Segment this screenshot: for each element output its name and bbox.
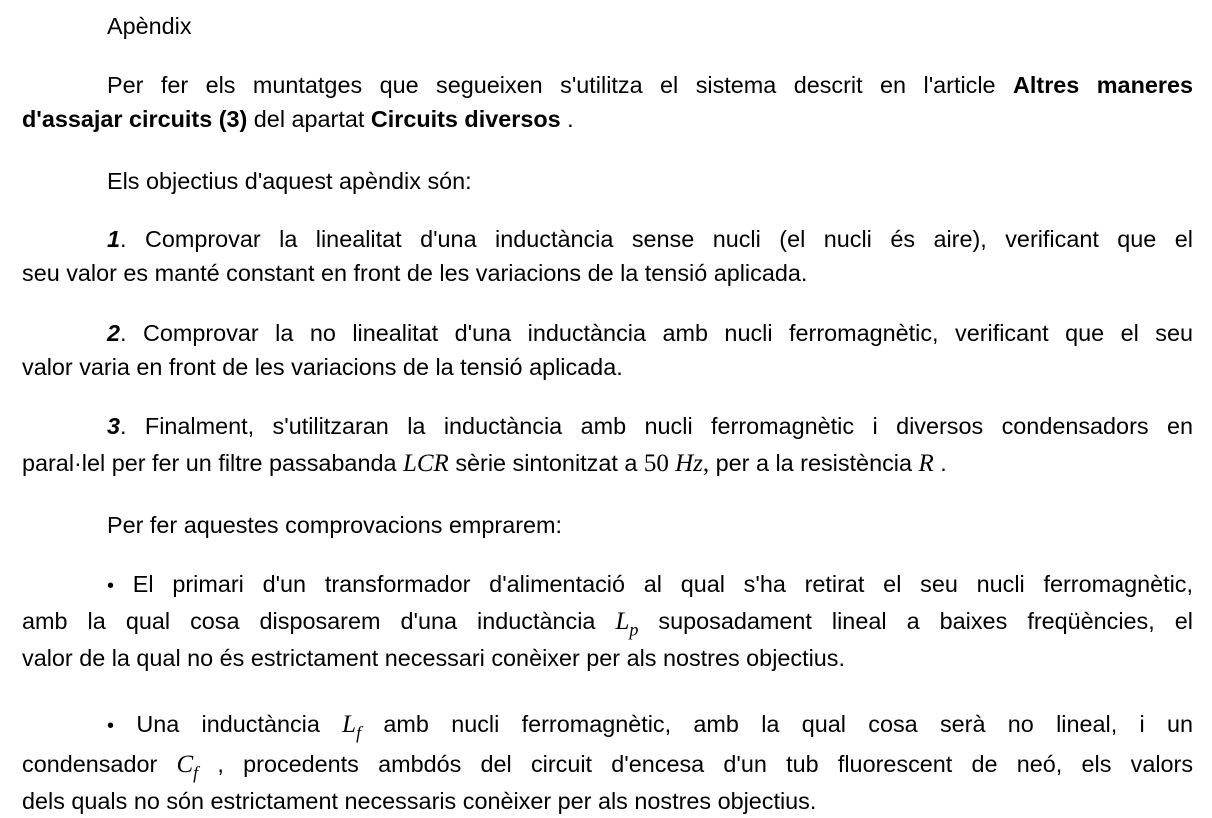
objective-3-line-2: paral·lel per fer un filtre passabanda LCR sèrie sintonitzat a 50 Hz, per a la resistència R .: [22, 450, 947, 477]
objective-2-line-1: 2. Comprovar la no linealitat d'una inductància amb nucli ferromagnètic, verificant que el seu: [107, 320, 1193, 346]
objective-2-line-2: valor varia en front de les variacions de la tensió aplicada.: [22, 354, 623, 380]
bullet-icon: •: [107, 575, 115, 597]
bullet-1-line-3: valor de la qual no és estrictament necessari conèixer per als nostres objectius.: [22, 645, 845, 671]
section-name: Circuits diversos: [370, 106, 561, 132]
bullet-item-2: [22, 704, 1193, 818]
math-lp: $L_p$: [615, 608, 639, 640]
bullet-2-line-2: condensador $C_f$ , procedents ambdós del circuit d'encesa d'un tub fluorescent de neó, els valors: [22, 751, 1194, 783]
bullet-2-line-1: • Una inductància $L_f$ amb nucli ferromagnètic, amb la qual cosa serà no lineal, i un: [107, 711, 1194, 743]
objective-1-line-2: seu valor es manté constant en front de les variacions de la tensió aplicada.: [22, 260, 808, 286]
bullet-1-line-1: • El primari d'un transformador d'alimentació al qual s'ha retirat el seu nucli ferromagnètic,: [107, 571, 1193, 597]
bullet-item-1: [22, 567, 1193, 675]
bullet-icon: •: [107, 715, 115, 737]
objective-3: [22, 409, 1193, 483]
objective-number: 1: [107, 226, 121, 252]
math-frequency: 50 Hz,: [643, 450, 710, 477]
materials-intro: Per fer aquestes comprovacions emprarem:: [107, 512, 563, 538]
intro-paragraph: [22, 68, 1193, 136]
objective-number: 3: [107, 413, 121, 439]
appendix-title: Apèndix: [107, 13, 192, 39]
intro-line-2: d'assajar circuits (3) del apartat Circuits diversos .: [22, 106, 574, 132]
math-cf: $C_f$: [176, 751, 199, 783]
objective-1: [22, 222, 1193, 290]
math-lcr: LCR: [402, 450, 449, 477]
article-title-part1: Altres maneres: [1013, 72, 1193, 98]
intro-line-1: Per fer els muntatges que segueixen s'utilitza el sistema descrit en l'article Altres maneres: [107, 72, 1193, 98]
objectives-intro: Els objectius d'aquest apèndix són:: [107, 168, 472, 194]
objective-number: 2: [107, 320, 121, 346]
objective-3-line-1: 3. Finalment, s'utilitzaran la inductància amb nucli ferromagnètic i diversos condensadors en: [107, 413, 1193, 439]
math-r: R: [918, 450, 934, 477]
article-title-part2: d'assajar circuits (3): [22, 106, 248, 132]
bullet-1-line-2: amb la qual cosa disposarem d'una inductància $L_p$ suposadament lineal a baixes freqüències, el: [22, 608, 1194, 640]
objective-2: [22, 316, 1193, 384]
bullet-2-line-3: dels quals no són estrictament necessaris conèixer per als nostres objectius.: [22, 788, 817, 814]
math-lf: $L_f$: [342, 711, 362, 743]
objective-1-line-1: 1. Comprovar la linealitat d'una inductància sense nucli (el nucli és aire), verificant que el: [107, 226, 1193, 252]
